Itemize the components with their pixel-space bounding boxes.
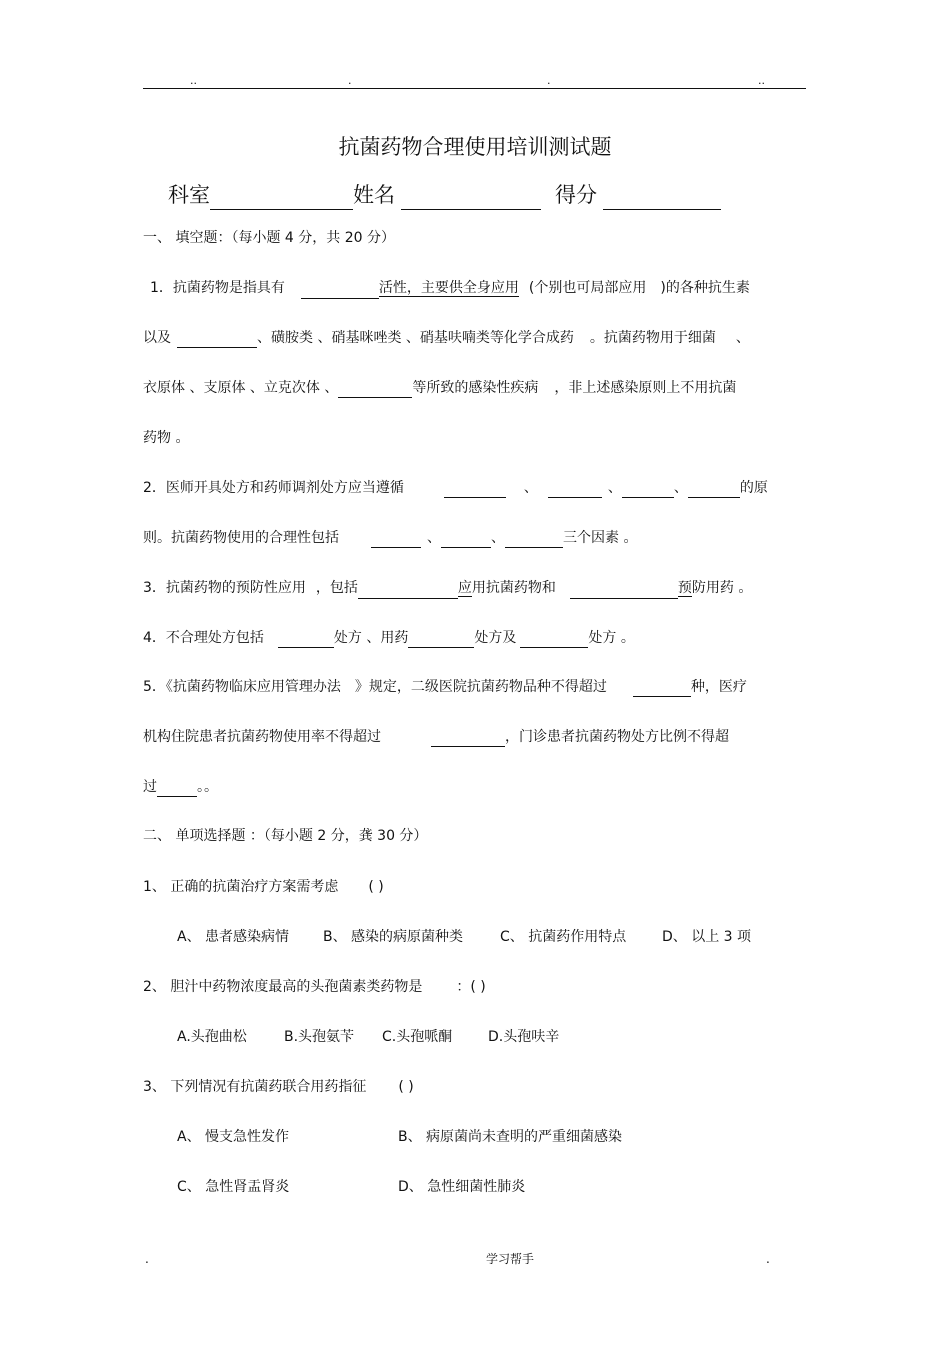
mc-q2-option-d[interactable]: D.头孢呋辛: [488, 1029, 560, 1045]
q2-blank2[interactable]: [548, 481, 602, 498]
q1-line4: 药物 。: [143, 430, 190, 446]
q2-text: 2．医师开具处方和药师调剂处方应当遵循: [143, 480, 404, 496]
q4-line: [143, 628, 635, 648]
q2-blank4[interactable]: [688, 481, 740, 498]
q5-line1: [143, 677, 747, 697]
mc-q1-option-d[interactable]: D、 以上 3 项: [662, 929, 752, 945]
q4-text: 4．不合理处方包括: [143, 630, 264, 646]
name-blank[interactable]: [401, 183, 541, 210]
q3-text: 应: [457, 580, 472, 596]
q5-text: 。。: [197, 779, 218, 795]
footer-label: 学习帮手: [486, 1252, 535, 1266]
q5-text: 种，医疗: [690, 679, 747, 695]
mc-q3-text: 3、 下列情况有抗菌药联合用药指征: [143, 1079, 367, 1095]
q3-text: 防用药 。: [691, 580, 753, 596]
q3-text: ，包括: [315, 580, 358, 596]
footer-right-dot: .: [766, 1252, 770, 1266]
header-dot: .: [547, 74, 551, 87]
mc-q1-stem: [143, 877, 384, 897]
q3-blank2[interactable]: [570, 582, 678, 599]
q2-text: 、: [673, 480, 688, 496]
q5-text: 5．《抗菌药物临床应用管理办法: [143, 679, 341, 695]
mc-q2-option-a[interactable]: A.头孢曲松: [177, 1029, 247, 1045]
q3-text: 用抗菌药物和: [471, 580, 556, 596]
q5-text: 》规定，二级医院抗菌药物品种不得超过: [354, 679, 607, 695]
header-dot: ..: [190, 74, 197, 87]
q5-blank2[interactable]: [431, 730, 505, 747]
q1-text: 等所致的感染性疾病: [412, 380, 539, 396]
q1-text: 、磺胺类 、硝基咪唑类 、硝基呋喃类等化学合成药: [257, 330, 574, 346]
q2-text: 三个因素 。: [563, 530, 638, 546]
q5-text: ，门诊患者抗菌药物处方比例不得超: [505, 729, 729, 745]
q4-text: 处方 。: [588, 630, 635, 646]
mc-q2-option-c[interactable]: C.头孢哌酮: [382, 1029, 453, 1045]
q1-text: 、: [735, 330, 750, 346]
q3-blank1[interactable]: [358, 582, 458, 599]
mc-q2-paren: ：( ): [456, 979, 486, 995]
q1-blank3[interactable]: [338, 381, 412, 398]
q1-text: 1．抗菌药物是指具有: [150, 280, 285, 296]
q4-text: 处方及: [474, 630, 517, 646]
q2-line2: [143, 528, 637, 548]
section1-heading: 一、 填空题：（每小题 4 分，共 20 分）: [143, 230, 395, 246]
q4-blank2[interactable]: [408, 631, 474, 648]
q2-text: 、: [491, 530, 505, 546]
q1-line1: [150, 278, 750, 299]
name-label: 姓名: [353, 183, 395, 207]
q5-text: 机构住院患者抗菌药物使用率不得超过: [143, 729, 381, 745]
info-row: [168, 180, 721, 210]
q2-blank5[interactable]: [371, 531, 421, 548]
q4-text: 处方 、用药: [333, 630, 409, 646]
mc-q3-paren: ( ): [398, 1079, 414, 1095]
mc-q3-option-c[interactable]: C、 急性肾盂肾炎: [177, 1179, 290, 1195]
q5-text: 过: [143, 779, 157, 795]
q3-text: 预: [677, 580, 692, 596]
q5-line3: [143, 777, 218, 797]
q2-text: 、: [607, 480, 622, 496]
mc-q1-text: 1、 正确的抗菌治疗方案需考虑: [143, 879, 339, 895]
mc-q3-stem: [143, 1077, 414, 1097]
q1-text: 。抗菌药物用于细菌: [589, 330, 716, 346]
q2-line1: [143, 478, 768, 498]
q1-text: 以及: [143, 330, 171, 346]
mc-q1-option-a[interactable]: A、 患者感染病情: [177, 929, 290, 945]
q1-text: )的各种抗生素: [660, 280, 750, 296]
q4-blank3[interactable]: [520, 631, 588, 648]
q3-line: [143, 578, 752, 599]
q1-text: (个别也可局部应用: [528, 280, 647, 296]
q2-text: 则。抗菌药物使用的合理性包括: [143, 530, 339, 546]
q5-blank1[interactable]: [633, 680, 691, 697]
q2-blank3[interactable]: [622, 481, 674, 498]
mc-q1-option-b[interactable]: B、 感染的病原菌种类: [323, 929, 464, 945]
dept-label: 科室: [168, 183, 210, 207]
header-dot: .: [348, 74, 352, 87]
mc-q1-paren: ( ): [368, 879, 384, 895]
q1-line3: [143, 378, 736, 398]
q2-blank7[interactable]: [505, 531, 563, 548]
section2-heading: 二、 单项选择题 ：（每小题 2 分，龚 30 分）: [143, 828, 428, 844]
q1-text: ，非上述感染原则上不用抗菌: [554, 380, 737, 396]
q1-blank1[interactable]: [301, 282, 379, 299]
q1-text: 活性，主要供全身应用: [378, 280, 519, 296]
page-title: 抗菌药物合理使用培训测试题: [338, 135, 612, 159]
score-label: 得分: [555, 183, 597, 207]
q2-blank6[interactable]: [441, 531, 491, 548]
q2-text: 的原: [739, 480, 768, 496]
q5-blank3[interactable]: [157, 780, 197, 797]
q3-text: 3．抗菌药物的预防性应用: [143, 580, 306, 596]
q5-line2: [143, 727, 729, 747]
q2-text: 、: [427, 530, 441, 546]
q4-blank1[interactable]: [278, 631, 334, 648]
header-rule: [143, 88, 806, 89]
mc-q1-option-c[interactable]: C、 抗菌药作用特点: [500, 929, 627, 945]
footer-left-dot: .: [145, 1252, 149, 1266]
q1-blank2[interactable]: [177, 331, 257, 348]
score-blank[interactable]: [603, 183, 721, 210]
q2-blank1[interactable]: [444, 481, 506, 498]
dept-blank[interactable]: [210, 183, 353, 210]
mc-q3-option-a[interactable]: A、 慢支急性发作: [177, 1129, 290, 1145]
mc-q3-option-b[interactable]: B、 病原菌尚未查明的严重细菌感染: [398, 1129, 623, 1145]
q2-text: 、: [523, 480, 538, 496]
mc-q2-stem: [143, 977, 486, 997]
q1-line2: [143, 328, 750, 348]
header-dot: ..: [758, 74, 765, 87]
q1-text: 衣原体 、支原体 、立克次体 、: [143, 380, 339, 396]
mc-q2-option-b[interactable]: B.头孢氨苄: [284, 1029, 355, 1045]
mc-q2-text: 2、 胆汁中药物浓度最高的头孢菌素类药物是: [143, 979, 423, 995]
mc-q3-option-d[interactable]: D、 急性细菌性肺炎: [398, 1179, 526, 1195]
